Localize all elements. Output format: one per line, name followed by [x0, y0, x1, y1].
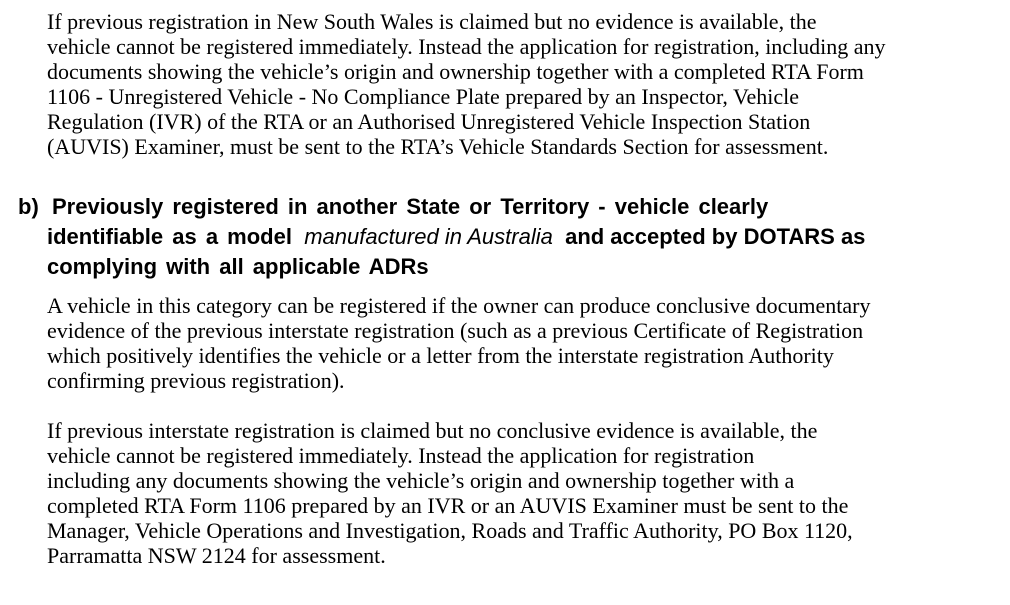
section-marker: b): [18, 194, 39, 219]
heading-line: complying with all applicable ADRs: [47, 254, 429, 279]
text-line: (AUVIS) Examiner, must be sent to the RTA’s Vehicle Standards Section for assessment.: [47, 134, 829, 159]
paragraph-nsw-registration-no-evidence: [47, 9, 997, 159]
text-line: vehicle cannot be registered immediately. Instead the application for registration, including any: [47, 34, 886, 59]
text-line: completed RTA Form 1106 prepared by an IVR or an AUVIS Examiner must be sent to the: [47, 493, 849, 518]
text-line: including any documents showing the vehicle’s origin and ownership together with a: [47, 468, 795, 493]
text-line: confirming previous registration).: [47, 368, 345, 393]
text-line: documents showing the vehicle’s origin and ownership together with a completed RTA Form: [47, 59, 864, 84]
text-line: Parramatta NSW 2124 for assessment.: [47, 543, 386, 568]
text-line: vehicle cannot be registered immediately. Instead the application for registration: [47, 443, 755, 468]
text-line: Manager, Vehicle Operations and Investigation, Roads and Traffic Authority, PO Box 1120,: [47, 518, 853, 543]
text-line: If previous registration in New South Wales is claimed but no evidence is available, the: [47, 9, 817, 34]
paragraph-interstate-registration: [47, 293, 997, 393]
text-line: If previous interstate registration is claimed but no conclusive evidence is available, the: [47, 418, 818, 443]
text-line: Regulation (IVR) of the RTA or an Authorised Unregistered Vehicle Inspection Station: [47, 109, 811, 134]
text-line: evidence of the previous interstate registration (such as a previous Certificate of Registration: [47, 318, 864, 343]
text-line: 1106 - Unregistered Vehicle - No Compliance Plate prepared by an Inspector, Vehicle: [47, 84, 799, 109]
heading-text: and accepted by DOTARS as: [565, 224, 866, 249]
heading-italic-text: manufactured in Australia: [304, 224, 553, 249]
heading-line: [18, 192, 993, 222]
text-line: which positively identifies the vehicle or a letter from the interstate registration Authority: [47, 343, 834, 368]
heading-text: identifiable as a model: [47, 224, 292, 249]
text-line: A vehicle in this category can be registered if the owner can produce conclusive documentary: [47, 293, 871, 318]
section-heading-b: [18, 192, 993, 282]
heading-line: [18, 222, 993, 252]
heading-text: Previously registered in another State or Territory - vehicle clearly: [52, 194, 769, 219]
paragraph-interstate-no-evidence: [47, 418, 997, 568]
